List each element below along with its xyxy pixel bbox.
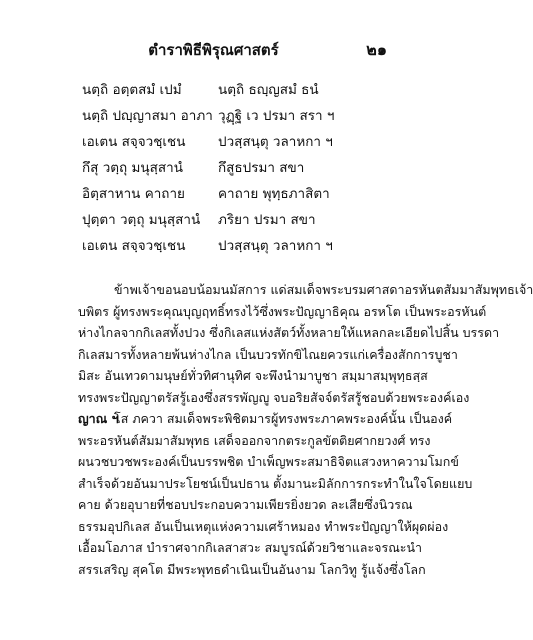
verse-right-half: ปวสฺสนฺตุ วลาหกา ฯ: [218, 238, 333, 254]
paragraph-line: ห่างไกลจากกิเลสทั้งปวง ซึ่งกิเลสแห่งสัตว์ทั้งหลายให้แหลกละเอียดไปสิ้น บรรดา: [78, 325, 500, 340]
verse-line: [0, 104, 427, 130]
verse-left-half: อิตฺสาหาน คาถาย: [82, 186, 185, 202]
verse-line: [0, 208, 427, 234]
paragraph-line: มิสะ อันเทวดามนุษย์ทั่วทิศานุทิศ จะพึงนำมาบูชา สมฺมาสมฺพุทฺธสฺส: [78, 368, 428, 383]
verse-line: [0, 234, 427, 260]
verse-right-half: กึสูธปรมา สขา: [218, 160, 305, 176]
paragraph-line: สรรเสริญ สุคโต มีพระพุทธดำเนินเป็นอันงาม โลกวิทู รู้แจ้งซึ่งโลก: [78, 561, 426, 577]
verse-line: [0, 130, 427, 156]
verse-block: [0, 78, 427, 260]
paragraph-line: ข้าพเจ้าขอนอบน้อมนมัสการ แด่สมเด็จพระบรมศาสดาอรหันตสัมมาสัมพุทธเจ้า: [114, 282, 533, 297]
verse-left-half: เอเตน สจฺจวชฺเชน: [82, 134, 186, 150]
paragraph-line: พระอรหันต์สัมมาสัมพุทธ เสด็จออกจากตระกูลขัตติยศากยวงศ์ ทรง: [78, 432, 431, 448]
verse-left-half: นตฺถิ อตฺตสมํ เปมํ: [82, 82, 182, 98]
paragraph-line: กิเลสมารทั้งหลายพ้นห่างไกล เป็นบวรทักขิไณยควรแก่เครื่องสักการบูชา: [78, 346, 458, 362]
paragraph-line: บพิตร ผู้ทรงพระคุณบุญฤทธิ์ทรงไว้ซึ่งพระปัญญาธิคุณ อรหโต เป็นพระอรหันต์: [78, 303, 487, 319]
paragraph-line: ญาณ ฯ: [78, 411, 119, 426]
paragraph-line: เอื้อมโอภาส บำราศจากกิเลสาสวะ สมบูรณ์ด้วยวิชาและจรณะนำ: [78, 540, 423, 555]
paragraph-line: ธรรมอุปกิเลส อันเป็นเหตุแห่งความเศร้าหมอง ทำพระปัญญาให้ผุดผ่อง: [78, 518, 449, 534]
page-header: [0, 36, 427, 60]
verse-left-half: กึสุ วตฺถุ มนุสฺสานํ: [82, 160, 183, 176]
paragraph-line: ทรงพระปัญญาตรัสรู้เองซึ่งสรรพัญญู จบอริยสัจจ์ตรัสรู้ชอบด้วยพระองค์เอง: [78, 389, 470, 405]
verse-line: [0, 156, 427, 182]
verse-right-half: นตฺถิ ธญฺญสมํ ธนํ: [218, 82, 319, 98]
paragraph-line: โส ภควา สมเด็จพระพิชิตมารผู้ทรงพระภาคพระองค์นั้น เป็นองค์: [114, 411, 453, 426]
verse-line: [0, 182, 427, 208]
paragraph-homage: [78, 280, 533, 431]
paragraph-line: คาย ด้วยอุบายที่ชอบประกอบความเพียรยิ่งยวด ละเสียซึ่งนิวรณ: [78, 497, 413, 512]
verse-left-half: ปุตฺตา วตฺถุ มนุสฺสานํ: [82, 212, 201, 228]
paragraph-so-bhagava: [78, 409, 473, 581]
paragraph-line: ผนวชบวชพระองค์เป็นบรรพชิต บำเพ็ญพระสมาธิจิตแสวงหาความโมกข์: [78, 454, 459, 469]
paragraph-line: สำเร็จด้วยอันมาประโยชน์เป็นปธาน ตั้งมานะมิลักการกระทำในใจโดยแยบ: [78, 475, 473, 491]
verse-right-half: ภริยา ปรมา สขา: [218, 212, 316, 228]
running-title: ตำราพิธีพิรุณศาสตร์: [148, 41, 279, 59]
verse-right-half: ปวสฺสนฺตุ วลาหกา ฯ: [218, 134, 333, 150]
verse-right-half: คาถาย พุทฺธภาสิตา: [218, 186, 330, 202]
verse-left-half: เอเตน สจฺจวชฺเชน: [82, 238, 186, 254]
verse-right-half: วุฏฺฐิ เว ปรมา สรา ฯ: [218, 108, 335, 124]
verse-left-half: นตฺถิ ปญฺญาสมา อาภา: [82, 108, 213, 124]
verse-line: [0, 78, 427, 104]
page-number: ๒๑: [366, 40, 387, 59]
